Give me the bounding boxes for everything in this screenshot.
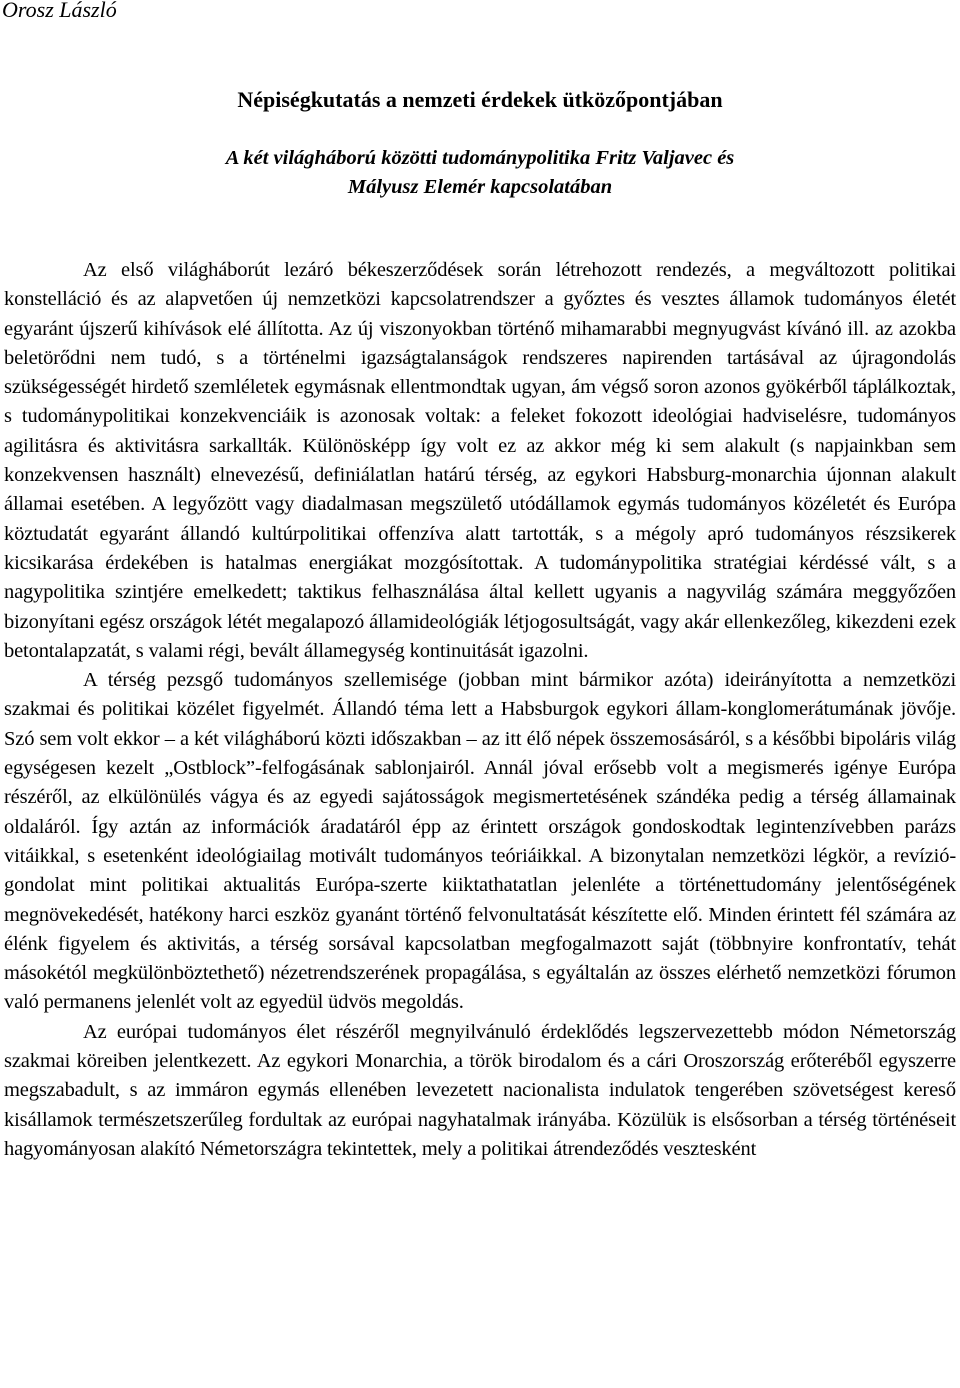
subtitle-line: A két világháború közötti tudománypolitika Fritz Valjavec és	[225, 147, 735, 169]
body-paragraph: A térség pezsgő tudományos szellemisége (jobban mint bármikor azóta) ideirányította a nemzetközi szakmai és politikai közélet figyelmét. Állandó téma lett a Habsburgok egykori állam-konglomerátumának jövője. Szó sem volt ekkor – a két világháború közti időszakban – az itt élő népek összemosásáról, s a későbbi bipoláris világ egységesen kezelt „Ostblock”-felfogásának sablonjairól. Annál jóval erősebb volt a megismerés igénye Európa részéről, az elkülönülés vágya és az egyedi sajátosságok megismertetésének szándéka pedig a térség államainak oldaláról. Így aztán az információk áradatáról épp az érintett országok gondoskodtak legintenzívebben parázs vitáikkal, s esetenként ideológiailag motivált tudományos teóriáikkal. A bizonytalan nemzetközi légkör, a revízió-gondolat mint politikai aktualitás Európa-szerte kiiktathatatlan jelenléte a történettudomány jelentőségének megnövekedését, hatékony harci eszköz gyanánt történő felvonultatását készítette elő. Minden érintett fél számára az élénk figyelem és aktivitás, a térség sorsával kapcsolatban megfogalmazott saját (többnyire konfrontatív, tehát másokétól megkülönböztethető) nézetrendszerének propagálása, s egyáltalán az összes elérhető nemzetközi fórumon való permanens jelenlét volt az egyedül üdvös megoldás.	[4, 669, 956, 1014]
body-paragraph: Az európai tudományos élet részéről megnyilvánuló érdeklődés legszervezettebb módon Németország szakmai köreiben jelentkezett. Az egykori Monarchia, a török birodalom és a cári Oroszország erőteréből egyszerre megszabadult, s az immáron egymás ellenében levezetett nacionalista indulatok tengerében szövetségest kereső kisállamok természetszerűleg fordultak az európai nagyhatalmak irányába. Közülük is elsősorban a térség történéseit hagyományosan alakító Németországra tekintettek, mely a politikai átrendeződés vesztesként	[4, 1020, 956, 1160]
body-paragraph: Az első világháborút lezáró békeszerződések során létrehozott rendezés, a megváltozott politikai konstelláció és az alapvetően új nemzetközi kapcsolatrendszer a győztes és vesztes államok tudományos életét egyaránt újszerű kihívások elé állította. Az új viszonyokban történő mihamarabbi megnyugvást kívánó ill. az azokba beletörődni nem tudó, s a történelmi igazságtalanságok rendszeres napirenden tartásával az újragondolás szükségességét hirdető szemléletek egymásnak ellentmondtak ugyan, ám végső soron azonos gyökérből táplálkoztak, s tudománypolitikai konzekvenciáik is azonosak voltak: a feleket fokozott ideológiai hadviselésre, tudományos agilitásra és aktivitásra sarkallták. Különösképp így volt ez az akkor még ki sem alakult (s napjainkban sem konzekvensen használt) elnevezésű, definiálatlan határú térség, az egykori Habsburg-monarchia újonnan alakult államai esetében. A legyőzött vagy diadalmasan megszülető utódállamok egymás tudományos közéletét és Európa köztudatát egyaránt állandó kultúrpolitikai offenzíva alatt tartották, s a mégoly apró tudományos részsikerek kicsikarása érdekében is hatalmas energiákat mozgósítottak. A tudománypolitika stratégiai kérdéssé vált, s a nagypolitika szintjére emelkedett; taktikus felhasználása által kellett ugyanis a nagyvilág számára meggyőzően bizonyítani egész országok létét megalapozó államideológiák létjogosultságát, vagy akár ellenkezőleg, kikezdeni ezek betontalapzatát, s valami régi, bevált államegység kontinuitását igazolni.	[4, 259, 956, 662]
author-name: Orosz László	[2, 0, 117, 22]
article-subtitle	[0, 144, 960, 202]
article-body	[4, 256, 956, 1164]
subtitle-line: Mályusz Elemér kapcsolatában	[347, 176, 613, 198]
article-title: Népiségkutatás a nemzeti érdekek ütközőpontjában	[237, 87, 723, 112]
